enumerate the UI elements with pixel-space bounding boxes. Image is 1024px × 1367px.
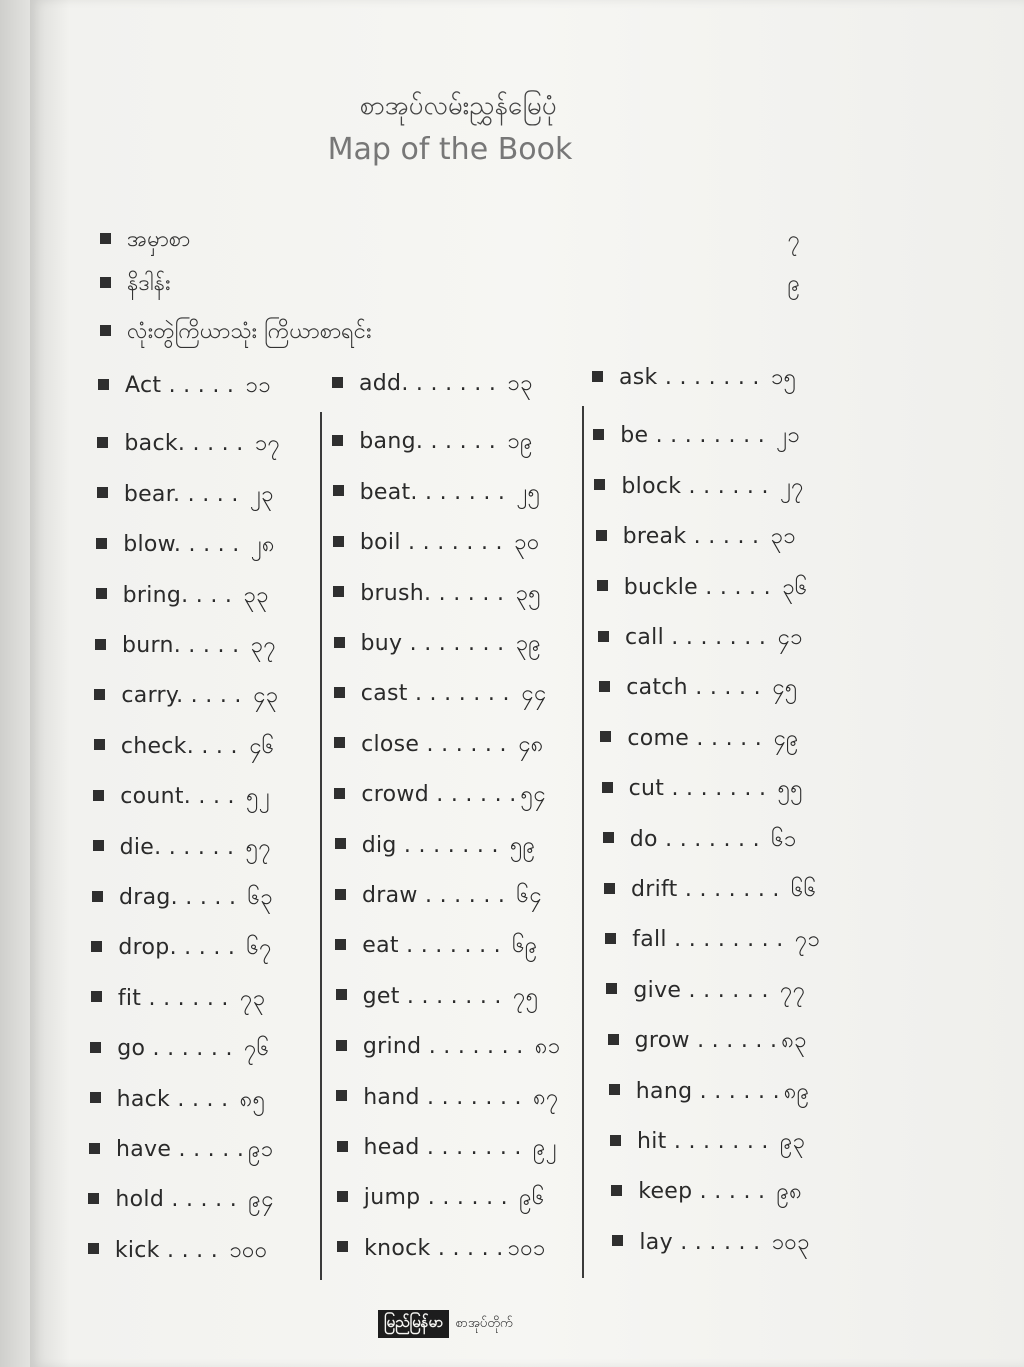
entry-page-number: ၂၇ [780, 473, 804, 499]
entry-page-number: ၅၉ [510, 832, 536, 858]
entry-leader-dots: . . . . . . . [398, 933, 509, 959]
entry-page-number: ၄၃ [253, 683, 279, 709]
front-matter-item [100, 224, 800, 257]
entry-word: head [363, 1135, 420, 1160]
entry-word: eat [362, 933, 399, 959]
entry-word: blow [123, 532, 174, 558]
index-entry [593, 420, 800, 453]
entry-leader-dots: . . . . [159, 1237, 226, 1263]
bullet-square-icon [100, 325, 111, 336]
front-matter-page: ၇ [787, 227, 800, 252]
entry-leader-dots: . . . . . . [681, 977, 777, 1003]
entry-leader-dots: . . . . . . . [401, 371, 504, 396]
entry-leader-dots: . . . . . . [419, 731, 515, 757]
bullet-square-icon [608, 1034, 619, 1045]
index-entry [332, 368, 533, 401]
entry-leader-dots: . . . . . . [689, 1028, 778, 1054]
bullet-square-icon [334, 637, 345, 648]
entry-leader-dots: . . . . . . [692, 1078, 780, 1104]
entry-leader-dots: . . . . . [164, 1187, 245, 1213]
entry-leader-dots: . . . . . [686, 524, 767, 550]
entry-word: cut [628, 776, 665, 802]
bullet-square-icon [596, 530, 607, 541]
front-matter-label: လုံးတွဲကြိယာသုံး ကြိယာစာရင်း [127, 319, 372, 344]
entry-leader-dots: . . . . . . [415, 429, 504, 455]
entry-word: bang [359, 429, 416, 455]
entry-page-number: ၅၇ [245, 834, 272, 860]
index-entry [90, 1084, 266, 1117]
entry-leader-dots: . . . . . . . [410, 479, 513, 505]
index-entry [335, 880, 542, 913]
index-entry [93, 781, 270, 814]
front-matter-label: အမှာစာ [127, 227, 191, 252]
entry-page-number: ၁၀၀ [229, 1237, 268, 1263]
bullet-square-icon [598, 631, 609, 642]
entry-word: fit [117, 985, 142, 1011]
entry-word: draw [362, 883, 418, 908]
entry-page-number: ၃၇ [250, 633, 277, 658]
bullet-square-icon [335, 838, 346, 849]
bullet-square-icon [91, 941, 102, 952]
entry-page-number: ၉၄ [248, 1187, 274, 1213]
entry-leader-dots: . . . . . . [141, 985, 237, 1011]
entry-word: catch [626, 675, 688, 701]
bullet-square-icon [335, 939, 346, 950]
entry-leader-dots: . . . . . . [420, 1185, 516, 1211]
bullet-square-icon [597, 580, 608, 591]
bullet-square-icon [97, 487, 108, 498]
entry-page-number: ၄၈ [518, 731, 544, 757]
entry-page-number: ၁၁ [245, 373, 271, 398]
index-entry [604, 874, 816, 907]
entry-leader-dots: . . . . [186, 733, 246, 759]
entry-leader-dots: . . . . . . . [402, 631, 512, 656]
index-entry [332, 426, 532, 459]
entry-word: get [362, 983, 400, 1009]
index-entry [608, 1025, 807, 1058]
entry-page-number: ၈၇ [533, 1084, 559, 1110]
bullet-square-icon [96, 588, 107, 599]
entry-page-number: ၅၄ [520, 782, 546, 808]
bullet-square-icon [90, 1042, 101, 1053]
bullet-square-icon [92, 891, 103, 902]
column-divider [582, 406, 584, 1278]
bullet-square-icon [335, 889, 346, 900]
entry-leader-dots: . . . . . . . [407, 681, 518, 707]
bullet-square-icon [600, 731, 611, 742]
index-entry [97, 428, 280, 461]
bullet-square-icon [336, 1040, 347, 1051]
index-entry [96, 580, 269, 613]
entry-leader-dots: . . . . . . . [657, 826, 768, 852]
index-entry [95, 630, 276, 663]
entry-page-number: ၈၁ [534, 1034, 561, 1060]
entry-leader-dots: . . . . . [176, 683, 250, 709]
bullet-square-icon [609, 1084, 620, 1095]
entry-page-number: ၁၇ [254, 431, 281, 457]
entry-leader-dots: . . . . . [169, 935, 243, 961]
entry-leader-dots: . . . . . . . [664, 625, 774, 650]
index-entry [88, 1235, 268, 1268]
entry-word: lay [639, 1229, 673, 1255]
entry-page-number: ၆၉ [512, 933, 538, 959]
bullet-square-icon [96, 538, 107, 549]
entry-leader-dots: . . . . . . [424, 580, 512, 606]
entry-page-number: ၃၁ [770, 524, 796, 550]
entry-page-number: ၆၁ [771, 826, 797, 852]
index-entry [610, 1126, 805, 1159]
bullet-square-icon [611, 1185, 622, 1196]
index-entry [91, 932, 271, 965]
index-entry [93, 832, 271, 865]
index-entry [594, 471, 803, 504]
entry-word: beat [359, 479, 411, 505]
entry-page-number: ၃၀ [514, 530, 540, 556]
entry-word: come [627, 725, 690, 751]
index-entry [603, 824, 797, 857]
bullet-square-icon [603, 832, 614, 843]
entry-leader-dots: . . . . . [173, 481, 246, 507]
entry-leader-dots: . . . . . [171, 1137, 245, 1162]
entry-leader-dots: . . . . . [170, 885, 244, 910]
publisher-logo: မြည်မြန်မာ [378, 1310, 449, 1338]
entry-page-number: ၆၄ [516, 883, 542, 908]
index-entry [334, 678, 547, 711]
bullet-square-icon [88, 1193, 99, 1204]
entry-page-number: ၇၁ [794, 927, 821, 953]
entry-page-number: ၇၆ [244, 1036, 270, 1062]
index-entry [596, 521, 796, 554]
index-entry [96, 529, 275, 562]
entry-page-number: ၅၅ [777, 776, 803, 802]
entry-leader-dots: . . . . . . [417, 883, 513, 908]
entry-word: give [633, 977, 682, 1003]
entry-word: kick [114, 1237, 160, 1263]
entry-leader-dots: . . . . . . [681, 473, 777, 499]
index-entry [609, 1076, 810, 1109]
entry-page-number: ၈၉ [783, 1078, 810, 1104]
entry-word: buckle [623, 574, 698, 600]
entry-page-number: ၉၂ [533, 1135, 557, 1160]
entry-leader-dots: . . . . . . . [677, 877, 788, 902]
bullet-square-icon [334, 737, 345, 748]
entry-word: carry [121, 683, 177, 709]
bullet-square-icon [100, 277, 111, 288]
bullet-square-icon [337, 1141, 348, 1152]
entry-leader-dots: . . . . . . . [400, 530, 511, 556]
index-entry [94, 731, 275, 764]
index-entry [597, 572, 808, 605]
entry-word: be [620, 423, 649, 449]
entry-leader-dots: . . . . . . . . [666, 927, 791, 953]
entry-page-number: ၁၀၁ [507, 1235, 546, 1261]
index-entry [600, 723, 798, 756]
bullet-square-icon [594, 479, 605, 490]
bullet-square-icon [336, 1090, 347, 1101]
entry-page-number: ၃၆ [782, 574, 808, 600]
bullet-square-icon [333, 485, 344, 496]
bullet-square-icon [332, 377, 343, 388]
entry-word: count [120, 784, 184, 810]
bullet-square-icon [333, 536, 344, 547]
entry-page-number: ၆၃ [247, 885, 273, 910]
entry-leader-dots: . . . . . . . . [648, 423, 773, 449]
page-title-myanmar: စာအုပ်လမ်းညွှန်မြေပုံ [359, 91, 557, 121]
entry-leader-dots: . . . . [181, 582, 240, 608]
entry-word: hang [635, 1078, 693, 1104]
index-entry [336, 1082, 559, 1115]
entry-page-number: ၁၃ [507, 371, 533, 396]
entry-page-number: ၃၅ [515, 580, 541, 606]
bullet-square-icon [605, 933, 616, 944]
entry-leader-dots: . . . . . [692, 1179, 773, 1205]
entry-word: burn [122, 633, 174, 658]
entry-leader-dots: . . . . . [687, 675, 769, 701]
entry-word: brush [360, 580, 425, 606]
entry-leader-dots: . . . . . . . [664, 776, 774, 802]
entry-leader-dots: . . . . . [161, 373, 242, 398]
entry-word: buy [360, 631, 403, 656]
entry-word: hit [637, 1129, 667, 1154]
entry-page-number: ၉၁ [248, 1137, 274, 1162]
entry-word: call [625, 625, 665, 650]
column-divider [320, 412, 322, 1280]
bullet-square-icon [337, 1191, 348, 1202]
index-entry [97, 479, 274, 512]
front-matter-item [100, 268, 800, 301]
entry-page-number: ၇၇ [780, 977, 806, 1003]
entry-word: cast [360, 681, 408, 707]
bullet-square-icon [94, 689, 105, 700]
bullet-square-icon [612, 1235, 623, 1246]
entry-word: do [629, 826, 658, 852]
bullet-square-icon [332, 435, 343, 446]
entry-page-number: ၁၉ [507, 429, 533, 455]
front-matter-page: ၉ [787, 271, 800, 296]
entry-leader-dots: . . . . . . . [421, 1034, 531, 1060]
entry-word: close [361, 731, 420, 757]
entry-leader-dots: . . . . . . [672, 1229, 768, 1255]
entry-word: drift [631, 877, 678, 902]
entry-leader-dots: . . . . [170, 1086, 236, 1112]
entry-page-number: ၁၀၃ [771, 1229, 810, 1255]
entry-word: have [116, 1137, 172, 1162]
entry-page-number: ၄၄ [521, 681, 547, 707]
entry-leader-dots: . . . . . [430, 1235, 504, 1261]
index-entry [606, 975, 805, 1008]
publisher-name: စာအုပ်တိုက် [455, 1316, 513, 1331]
index-entry [335, 930, 537, 963]
entry-word: check [120, 733, 187, 759]
entry-word: knock [364, 1235, 431, 1261]
bullet-square-icon [337, 1241, 348, 1252]
entry-leader-dots: . . . . . . . [399, 983, 510, 1009]
entry-leader-dots: . . . . . [177, 431, 251, 457]
bullet-square-icon [91, 991, 102, 1002]
entry-leader-dots: . . . . [183, 784, 243, 810]
entry-word: die [119, 834, 155, 860]
index-entry [94, 680, 278, 713]
index-entry [612, 1227, 809, 1260]
index-entry [605, 924, 820, 957]
entry-leader-dots: . . . . . . . [419, 1084, 530, 1110]
entry-word: grow [634, 1028, 690, 1054]
entry-page-number: ၂၁ [776, 423, 801, 449]
entry-page-number: ၆၇ [246, 935, 272, 961]
entry-page-number: ၄၅ [772, 675, 798, 701]
entry-page-number: ၉၆ [519, 1185, 545, 1211]
entry-leader-dots: . . . . . . . [396, 832, 507, 858]
index-entry [334, 729, 544, 762]
entry-page-number: ၄၉ [773, 725, 799, 751]
bullet-square-icon [93, 790, 104, 801]
entry-word: hand [363, 1084, 420, 1110]
bullet-square-icon [89, 1143, 100, 1154]
front-matter-label: နိဒါန်း [127, 271, 171, 296]
index-entry [334, 779, 545, 812]
entry-word: keep [638, 1179, 693, 1205]
bullet-square-icon [334, 788, 345, 799]
front-matter-item [100, 316, 800, 349]
entry-word: drop [118, 935, 170, 961]
bullet-square-icon [336, 989, 347, 1000]
entry-page-number: ၆၆ [791, 877, 817, 902]
entry-word: Act [125, 373, 162, 398]
index-entry [611, 1176, 802, 1209]
bullet-square-icon [334, 687, 345, 698]
entry-word: back [124, 431, 178, 457]
entry-leader-dots: . . . . . [173, 532, 247, 558]
entry-word: hack [116, 1086, 171, 1112]
entry-word: grind [362, 1034, 422, 1060]
entry-leader-dots: . . . . . . [154, 834, 242, 860]
entry-page-number: ၁၅ [771, 365, 797, 390]
index-entry [599, 672, 797, 705]
entry-word: drag [119, 885, 171, 910]
entry-page-number: ၂၈ [250, 532, 275, 558]
index-entry [336, 981, 539, 1014]
entry-word: add [359, 371, 402, 396]
entry-leader-dots: . . . . . [173, 633, 247, 658]
index-entry [335, 830, 536, 863]
bullet-square-icon [97, 437, 108, 448]
entry-page-number: ၃၃ [243, 582, 269, 608]
entry-word: jump [363, 1185, 421, 1211]
entry-page-number: ၄၁ [777, 625, 803, 650]
bullet-square-icon [610, 1135, 621, 1146]
bullet-square-icon [94, 739, 105, 750]
publisher-footer [378, 1310, 513, 1338]
entry-page-number: ၉၈ [776, 1179, 803, 1205]
entry-word: bear [123, 481, 174, 507]
entry-page-number: ၅၂ [246, 784, 270, 810]
index-entry [334, 628, 542, 661]
bullet-square-icon [93, 840, 104, 851]
entry-leader-dots: . . . . . . . [666, 1129, 776, 1154]
entry-page-number: ၉၃ [780, 1129, 806, 1154]
index-entry [91, 983, 266, 1016]
entry-leader-dots: . . . . . [689, 725, 770, 751]
entry-leader-dots: . . . . . . [145, 1036, 241, 1062]
entry-leader-dots: . . . . . [698, 574, 779, 600]
entry-page-number: ၄၆ [249, 733, 275, 759]
entry-leader-dots: . . . . . . [428, 782, 517, 808]
bullet-square-icon [333, 586, 344, 597]
entry-page-number: ၂၃ [249, 481, 274, 507]
index-entry [88, 1184, 273, 1217]
entry-page-number: ၇၅ [513, 983, 539, 1009]
entry-page-number: ၇၃ [240, 985, 266, 1011]
index-entry [90, 1033, 269, 1066]
index-entry [89, 1134, 273, 1167]
bullet-square-icon [98, 379, 109, 390]
index-entry [337, 1132, 557, 1165]
index-entry [333, 477, 541, 510]
entry-page-number: ၈၅ [239, 1086, 266, 1112]
index-entry [602, 773, 803, 806]
index-entry [98, 370, 271, 403]
index-entry [92, 882, 273, 915]
bullet-square-icon [95, 639, 106, 650]
entry-page-number: ၂၅ [516, 479, 541, 505]
bullet-square-icon [602, 782, 613, 793]
index-entry [598, 622, 803, 655]
bullet-square-icon [606, 983, 617, 994]
entry-word: break [622, 524, 687, 550]
entry-word: hold [115, 1187, 165, 1213]
book-spine [0, 0, 30, 1367]
entry-word: crowd [361, 782, 429, 808]
entry-word: block [621, 473, 682, 499]
index-entry [333, 527, 540, 560]
page-title-english: Map of the Book [327, 132, 573, 167]
index-entry [592, 362, 796, 395]
bullet-square-icon [90, 1092, 101, 1103]
index-entry [333, 578, 541, 611]
bullet-square-icon [592, 371, 603, 382]
entry-page-number: ၈၃ [781, 1028, 807, 1054]
index-entry [337, 1182, 545, 1215]
bullet-square-icon [100, 233, 111, 244]
entry-leader-dots: . . . . . . . [657, 365, 767, 390]
entry-page-number: ၃၉ [515, 631, 542, 656]
index-entry [336, 1031, 560, 1064]
entry-word: ask [619, 365, 658, 390]
bullet-square-icon [88, 1243, 99, 1254]
entry-word: boil [359, 530, 401, 556]
entry-word: go [117, 1036, 146, 1062]
entry-leader-dots: . . . . . . . [419, 1135, 530, 1160]
entry-word: dig [361, 832, 397, 858]
entry-word: bring [122, 582, 182, 608]
bullet-square-icon [604, 883, 615, 894]
index-entry [337, 1233, 545, 1266]
bullet-square-icon [593, 429, 604, 440]
entry-word: fall [632, 927, 667, 953]
bullet-square-icon [599, 681, 610, 692]
